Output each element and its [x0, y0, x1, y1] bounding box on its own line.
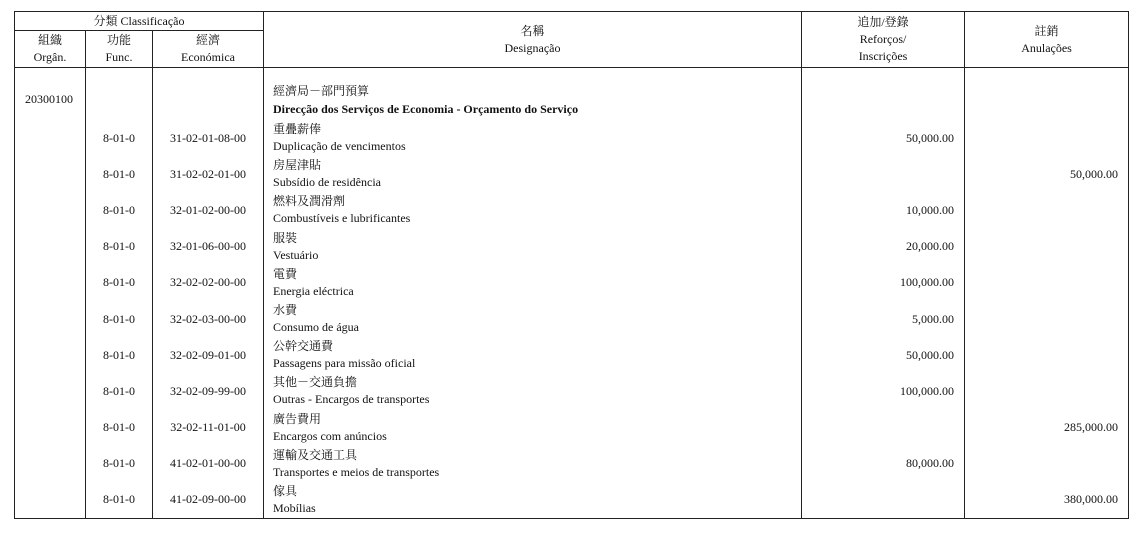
annulments-header [965, 12, 1129, 68]
designation-cell [264, 120, 802, 156]
annulment-amount: 50,000.00 [965, 156, 1129, 192]
functional-code: 8-01-0 [86, 446, 153, 482]
functional-code: 8-01-0 [86, 373, 153, 409]
designation-zh: 房屋津貼 [273, 158, 322, 173]
economic-code: 32-02-03-00-00 [153, 301, 264, 337]
organ-title-pt: Direcção dos Serviços de Economia - Orçamento do Serviço [273, 101, 579, 116]
organ-title [264, 79, 802, 120]
annulment-amount [965, 192, 1129, 228]
annulment-amount [965, 120, 1129, 156]
organic-cell [15, 265, 86, 301]
annulment-amount [965, 337, 1129, 373]
economic-header-pt: Económica [181, 50, 235, 64]
table-row [15, 446, 1129, 482]
designation-zh: 重疊薪俸 [273, 122, 322, 137]
designation-zh: 運輸及交通工具 [273, 447, 358, 462]
functional-code: 8-01-0 [86, 410, 153, 446]
designation-cell [264, 337, 802, 373]
spacer-row [15, 68, 1129, 80]
economic-header [153, 31, 264, 68]
economic-code: 32-02-09-01-00 [153, 337, 264, 373]
organic-cell [15, 120, 86, 156]
designation-cell [264, 446, 802, 482]
budget-table [14, 11, 1129, 519]
reinforcement-amount: 50,000.00 [802, 120, 965, 156]
reinforcement-amount: 50,000.00 [802, 337, 965, 373]
organic-cell [15, 410, 86, 446]
reinforcement-amount [802, 156, 965, 192]
functional-code: 8-01-0 [86, 229, 153, 265]
designation-header [264, 12, 802, 68]
designation-pt: Duplicação de vencimentos [273, 139, 406, 154]
table-row [15, 410, 1129, 446]
designation-header-pt: Designação [504, 40, 561, 55]
annulment-amount [965, 229, 1129, 265]
functional-header [86, 31, 153, 68]
designation-cell [264, 156, 802, 192]
reinforcements-header-pt2: Inscrições [858, 49, 908, 63]
table-row [15, 120, 1129, 156]
table-row [15, 192, 1129, 228]
designation-pt: Encargos com anúncios [273, 428, 387, 443]
economic-header-zh: 經濟 [196, 33, 221, 47]
organic-cell [15, 373, 86, 409]
designation-zh: 服裝 [273, 230, 298, 245]
reinforcement-amount: 5,000.00 [802, 301, 965, 337]
annulment-amount [965, 373, 1129, 409]
functional-header-zh: 功能 [106, 33, 131, 47]
designation-cell [264, 373, 802, 409]
organ-func-cell [86, 79, 153, 120]
table-header [15, 12, 1129, 68]
table-row [15, 482, 1129, 519]
organic-cell [15, 156, 86, 192]
organic-cell [15, 301, 86, 337]
economic-code: 32-02-09-99-00 [153, 373, 264, 409]
organic-cell [15, 482, 86, 519]
reinforcements-header [802, 12, 965, 68]
designation-zh: 燃料及潤滑劑 [273, 194, 346, 209]
designation-cell [264, 301, 802, 337]
annulments-header-zh: 註銷 [1034, 23, 1059, 38]
designation-pt: Passagens para missão oficial [273, 356, 416, 371]
table-row [15, 265, 1129, 301]
functional-code: 8-01-0 [86, 156, 153, 192]
functional-code: 8-01-0 [86, 120, 153, 156]
reinforcement-amount: 100,000.00 [802, 373, 965, 409]
functional-code: 8-01-0 [86, 192, 153, 228]
organ-row [15, 79, 1129, 120]
table-body [15, 68, 1129, 519]
functional-code: 8-01-0 [86, 301, 153, 337]
designation-pt: Combustíveis e lubrificantes [273, 211, 411, 226]
annulment-amount [965, 446, 1129, 482]
designation-pt: Vestuário [273, 247, 319, 262]
designation-zh: 廣告費用 [273, 411, 322, 426]
functional-code: 8-01-0 [86, 337, 153, 373]
table-row [15, 373, 1129, 409]
economic-code: 32-01-02-00-00 [153, 192, 264, 228]
organic-header-zh: 組織 [37, 33, 62, 47]
designation-cell [264, 265, 802, 301]
organic-cell [15, 229, 86, 265]
designation-zh: 其他－交通負擔 [273, 375, 358, 390]
reinforcements-header-zh: 追加/登錄 [857, 15, 909, 29]
economic-code: 41-02-01-00-00 [153, 446, 264, 482]
reinforcement-amount: 80,000.00 [802, 446, 965, 482]
annulment-amount [965, 301, 1129, 337]
economic-code: 32-01-06-00-00 [153, 229, 264, 265]
organ-reinforcements-cell [802, 79, 965, 120]
designation-pt: Transportes e meios de transportes [273, 464, 440, 479]
designation-zh: 水費 [273, 303, 298, 318]
organ-code: 20300100 [15, 79, 86, 120]
reinforcement-amount [802, 482, 965, 519]
annulment-amount: 285,000.00 [965, 410, 1129, 446]
organic-cell [15, 446, 86, 482]
organic-cell [15, 337, 86, 373]
designation-zh: 電費 [273, 266, 298, 281]
classification-header: 分類 Classificação [15, 12, 264, 31]
functional-code: 8-01-0 [86, 482, 153, 519]
designation-pt: Mobílias [273, 500, 316, 515]
reinforcement-amount: 20,000.00 [802, 229, 965, 265]
reinforcements-header-pt1: Reforços/ [859, 32, 907, 46]
organic-header-pt: Orgân. [33, 50, 67, 64]
table-row [15, 337, 1129, 373]
economic-code: 31-02-02-01-00 [153, 156, 264, 192]
designation-cell [264, 229, 802, 265]
designation-zh: 傢具 [273, 483, 298, 498]
organic-cell [15, 192, 86, 228]
annulments-header-pt: Anulações [1021, 40, 1072, 55]
organ-annulments-cell [965, 79, 1129, 120]
annulment-amount [965, 265, 1129, 301]
economic-code: 32-02-11-01-00 [153, 410, 264, 446]
organic-header [15, 31, 86, 68]
reinforcement-amount [802, 410, 965, 446]
designation-cell [264, 482, 802, 519]
organ-title-zh: 經濟局－部門預算 [273, 83, 370, 98]
designation-cell [264, 410, 802, 446]
reinforcement-amount: 10,000.00 [802, 192, 965, 228]
annulment-amount: 380,000.00 [965, 482, 1129, 519]
economic-code: 32-02-02-00-00 [153, 265, 264, 301]
economic-code: 31-02-01-08-00 [153, 120, 264, 156]
table-row [15, 156, 1129, 192]
organ-econ-cell [153, 79, 264, 120]
designation-zh: 公幹交通費 [273, 339, 334, 354]
functional-header-pt: Func. [105, 50, 133, 64]
table-row [15, 301, 1129, 337]
table-row [15, 229, 1129, 265]
reinforcement-amount: 100,000.00 [802, 265, 965, 301]
designation-pt: Subsídio de residência [273, 175, 381, 190]
designation-cell [264, 192, 802, 228]
designation-header-zh: 名稱 [520, 23, 545, 38]
designation-pt: Energia eléctrica [273, 283, 354, 298]
designation-pt: Outras - Encargos de transportes [273, 392, 430, 407]
functional-code: 8-01-0 [86, 265, 153, 301]
designation-pt: Consumo de água [273, 320, 360, 335]
economic-code: 41-02-09-00-00 [153, 482, 264, 519]
